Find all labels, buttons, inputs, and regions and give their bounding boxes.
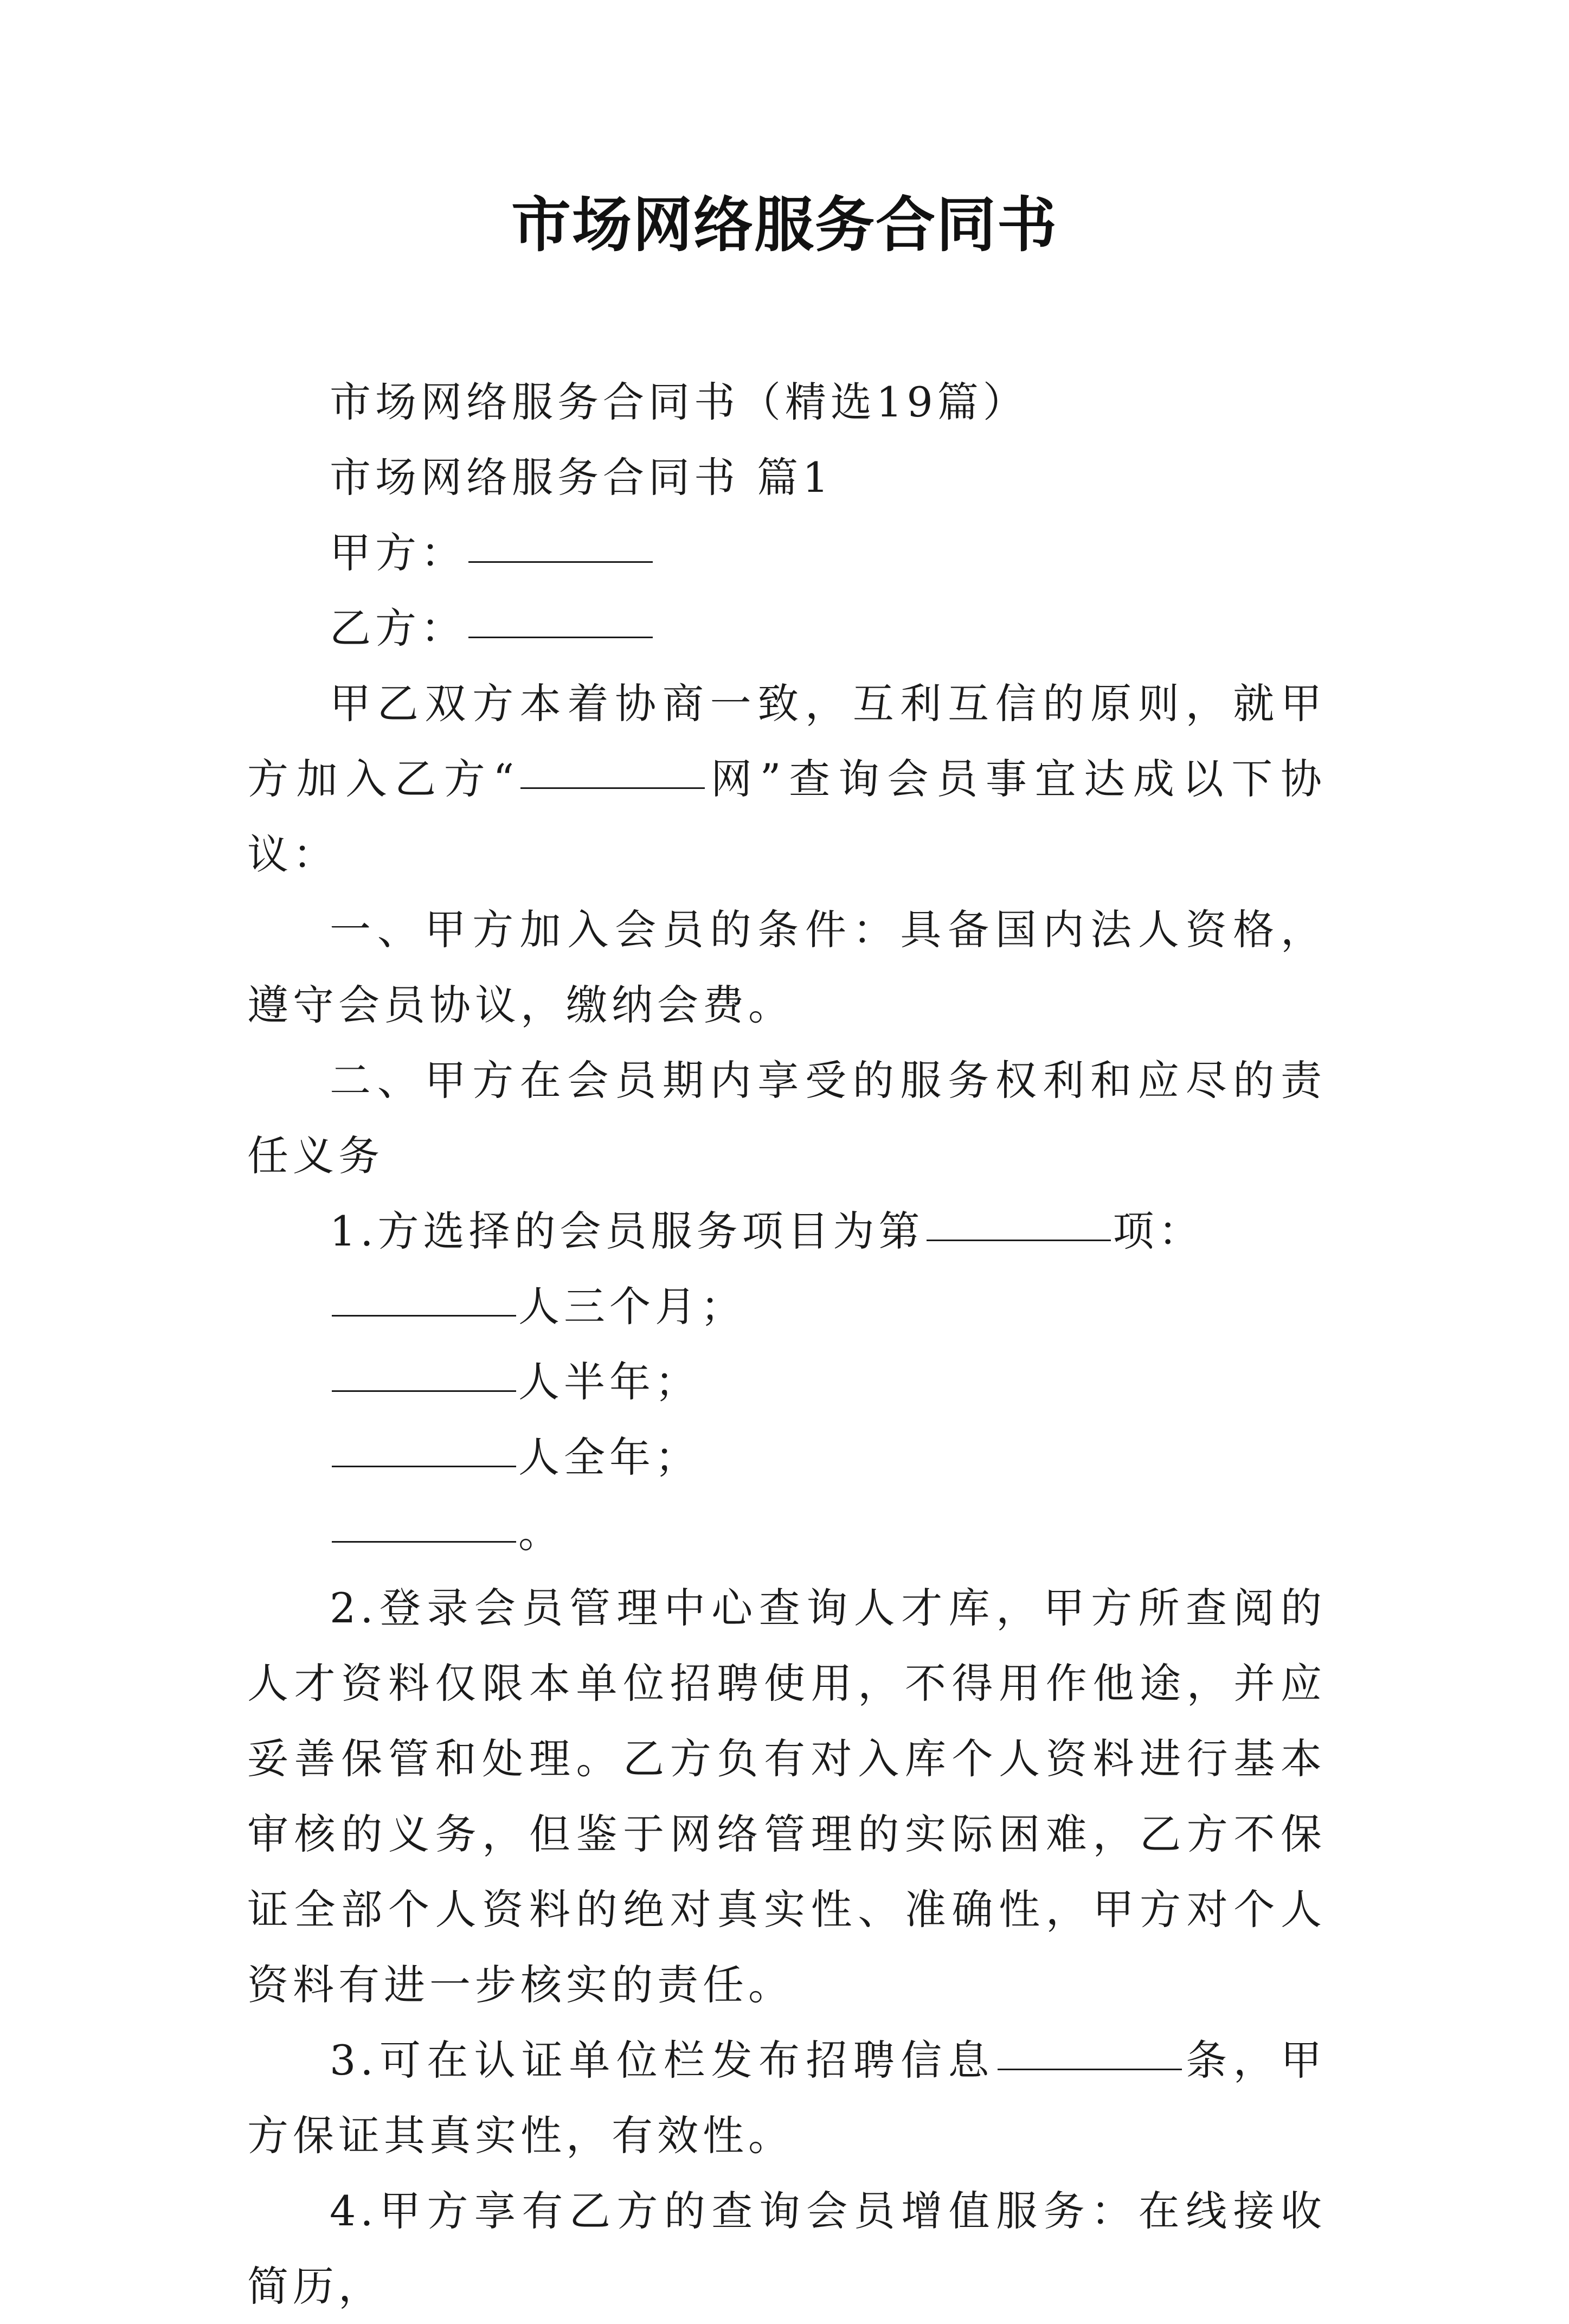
clause-2: 二、甲方在会员期内享受的服务权利和应尽的责任义务 (247, 1056, 1326, 1180)
document-body (247, 364, 1326, 2324)
party-a-label: 甲方： (330, 529, 466, 577)
party-a-blank (468, 561, 653, 563)
party-b-line (247, 590, 1326, 666)
party-b-label: 乙方： (330, 604, 466, 652)
item-1 (247, 1193, 1326, 1269)
option-three-months-text: 人三个月； (518, 1282, 746, 1331)
option-end-blank (332, 1540, 516, 1543)
option-full-year-text: 人全年； (518, 1433, 700, 1481)
option-three-months (247, 1269, 1326, 1344)
option-half-year-text: 人半年； (518, 1358, 700, 1406)
intro-paragraph (247, 666, 1326, 892)
item-3-text-after: 条，甲方保证其真实性，有效性。 (247, 2036, 1327, 2160)
option-half-year-blank (332, 1390, 516, 1392)
option-three-months-blank (332, 1314, 516, 1317)
intro-text-after: 网”查询会员事宜达成以下协议： (247, 755, 1326, 878)
item-3-text-before: 3.可在认证单位栏发布招聘信息 (330, 2036, 995, 2084)
option-half-year (247, 1344, 1326, 1420)
clause-1: 一、甲方加入会员的条件：具备国内法人资格，遵守会员协议，缴纳会费。 (247, 906, 1326, 1029)
item-4: 4.甲方享有乙方的查询会员增值服务：在线接收简历， (247, 2187, 1326, 2310)
subtitle: 市场网络服务合同书（精选19篇） (330, 378, 1028, 426)
party-a-line (247, 515, 1326, 590)
item-2: 2.登录会员管理中心查询人才库，甲方所查阅的人才资料仅限本单位招聘使用，不得用作他途，并应妥善保管和处理。乙方负有对入库个人资料进行基本审核的义务，但鉴于网络管理的实际困难，乙方不保证全部个人资料的绝对真实性、准确性，甲方对个人资料有进一步核实的责任。 (247, 1584, 1326, 2009)
service-item-blank (927, 1239, 1111, 1241)
option-full-year (247, 1420, 1326, 1495)
option-full-year-blank (332, 1465, 516, 1467)
option-end (247, 1495, 1326, 1570)
party-b-blank (468, 636, 653, 638)
intro-text-before: 甲乙双方本着协商一致，互利互信的原则，就甲方加入乙方“ (247, 679, 1326, 803)
option-end-text: 。 (518, 1508, 564, 1557)
item-1-text-after: 项： (1113, 1207, 1204, 1255)
item-3 (247, 2023, 1326, 2173)
item-1-text-before: 1.方选择的会员服务项目为第 (330, 1207, 924, 1255)
section-heading: 市场网络服务合同书 篇1 (330, 453, 833, 502)
document-title: 市场网络服务合同书 (511, 190, 1058, 260)
posting-count-blank (998, 2068, 1182, 2070)
website-name-blank (520, 787, 705, 789)
